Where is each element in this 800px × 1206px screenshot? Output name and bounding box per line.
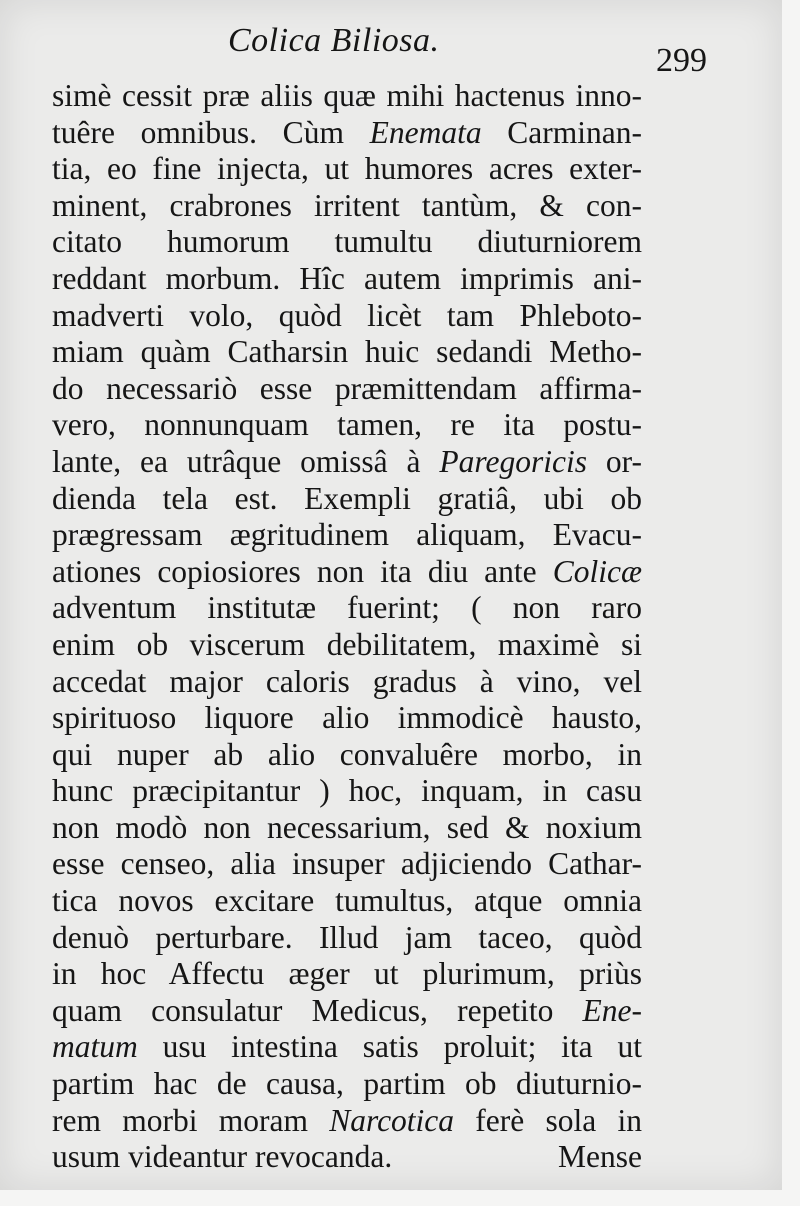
catchword: Mense (558, 1139, 642, 1175)
text-line (52, 444, 642, 481)
text-line (52, 590, 642, 627)
line-text: denuò perturbare. Illud jam taceo, quòd (52, 919, 642, 955)
line-text: quam consulatur Medicus, repetito (52, 992, 583, 1028)
text-line (52, 371, 642, 408)
text-line (52, 956, 642, 993)
text-line (52, 883, 642, 920)
line-text: madverti volo, quòd licèt tam Phleboto- (52, 297, 642, 333)
page-header (0, 22, 782, 79)
line-text: rem morbi moram (52, 1102, 330, 1138)
text-line (52, 627, 642, 664)
line-text: hunc præcipitantur ) hoc, inquam, in casu (52, 773, 642, 809)
line-text: non modò non necessarium, sed & noxium (52, 809, 642, 845)
line-text: partim hac de causa, partim ob diuturnio- (52, 1066, 642, 1102)
line-text: or- (587, 443, 642, 479)
line-text: miam quàm Catharsin huic sedandi Metho- (52, 334, 642, 370)
text-line (52, 78, 642, 115)
italic-text: Paregoricis (439, 443, 587, 479)
italic-text: Ene- (582, 992, 642, 1028)
line-text: ferè sola in (454, 1102, 642, 1138)
italic-text: matum (52, 1029, 138, 1065)
text-line (52, 151, 642, 188)
line-text: minent, crabrones irritent tantùm, & con- (52, 187, 642, 223)
text-line (52, 846, 642, 883)
text-line (52, 188, 642, 225)
line-text: citato humorum tumultu diuturniorem (52, 224, 642, 260)
running-head: Colica Biliosa. (228, 22, 440, 59)
text-line (52, 1103, 642, 1140)
text-line (52, 993, 642, 1030)
text-line (52, 554, 642, 591)
line-text: vero, nonnunquam tamen, re ita postu- (52, 407, 642, 443)
text-line (52, 115, 642, 152)
text-line (52, 664, 642, 701)
line-text: do necessariò esse præmittendam affirma- (52, 370, 642, 406)
text-line (52, 481, 642, 518)
text-line (52, 810, 642, 847)
line-text: enim ob viscerum debilitatem, maximè si (52, 626, 642, 662)
text-line (52, 700, 642, 737)
text-line (52, 261, 642, 298)
text-line-last (52, 1139, 642, 1176)
italic-text: Enemata (369, 114, 482, 150)
italic-text: Narcotica (329, 1102, 455, 1138)
line-text: adventum institutæ fuerint; ( non raro (52, 590, 642, 626)
page-margin-bottom (0, 1190, 800, 1206)
line-text: esse censeo, alia insuper adjiciendo Cathar- (52, 846, 642, 882)
text-line (52, 773, 642, 810)
line-text: lante, ea utrâque omissâ à (52, 443, 440, 479)
line-text: in hoc Affectu æger ut plurimum, priùs (52, 956, 642, 992)
line-text: spirituoso liquore alio immodicè hausto, (52, 700, 642, 736)
line-text: accedat major caloris gradus à vino, vel (52, 663, 642, 699)
text-line (52, 1066, 642, 1103)
line-text: Carminan- (481, 114, 642, 150)
text-line (52, 920, 642, 957)
text-line (52, 1029, 642, 1066)
line-text: reddant morbum. Hîc autem imprimis ani- (52, 260, 642, 296)
last-line-text: usum videantur revocanda. (52, 1139, 393, 1175)
line-text: usu intestina satis proluit; ita ut (137, 1029, 642, 1065)
line-text: tica novos excitare tumultus, atque omnia (52, 883, 642, 919)
line-text: dienda tela est. Exempli gratiâ, ubi ob (52, 480, 642, 516)
page-margin-right (782, 0, 800, 1206)
line-text: qui nuper ab alio convaluêre morbo, in (52, 736, 642, 772)
body-text (52, 78, 642, 1176)
text-line (52, 298, 642, 335)
italic-text: Colicæ (552, 553, 642, 589)
line-text: tia, eo fine injecta, ut humores acres exter- (52, 151, 642, 187)
text-line (52, 407, 642, 444)
text-line (52, 334, 642, 371)
line-text: ationes copiosiores non ita diu ante (52, 553, 553, 589)
text-line (52, 737, 642, 774)
line-text: tuêre omnibus. Cùm (52, 114, 370, 150)
line-text: simè cessit præ aliis quæ mihi hactenus inno- (52, 78, 642, 113)
text-line (52, 224, 642, 261)
line-text: prægressam ægritudinem aliquam, Evacu- (52, 517, 642, 553)
page-number: 299 (656, 42, 707, 79)
text-line (52, 517, 642, 554)
